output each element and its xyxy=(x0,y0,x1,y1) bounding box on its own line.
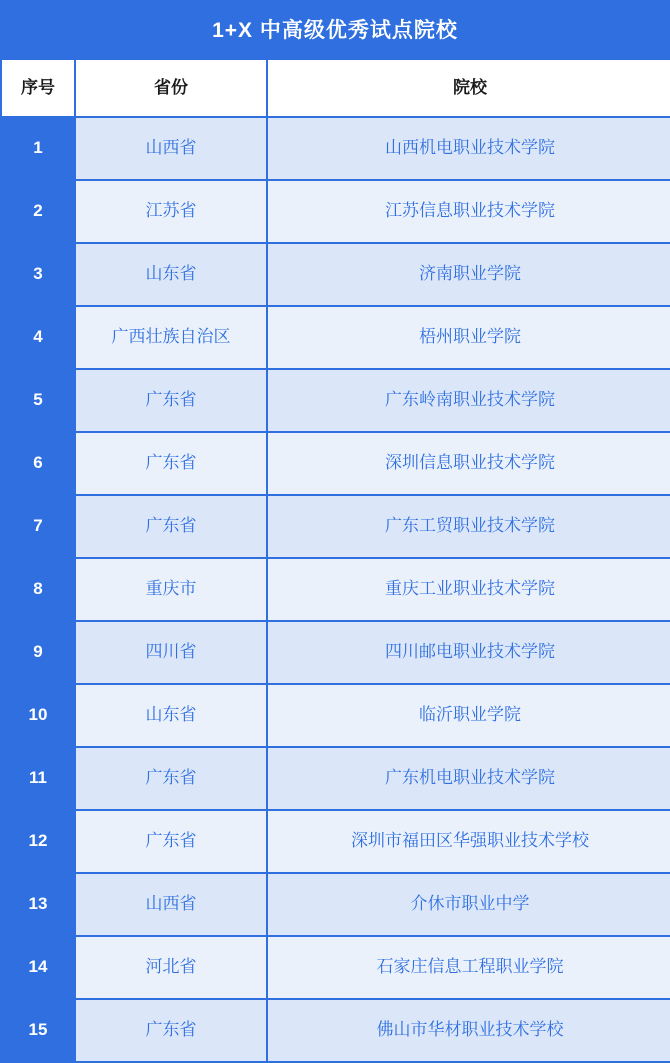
table-row xyxy=(2,748,670,809)
row-index: 1 xyxy=(2,118,74,179)
row-index: 9 xyxy=(2,622,74,683)
table-row xyxy=(2,1000,670,1061)
table-row xyxy=(2,937,670,998)
table-row xyxy=(2,244,670,305)
row-province: 江苏省 xyxy=(76,181,266,242)
row-index: 8 xyxy=(2,559,74,620)
table-row xyxy=(2,685,670,746)
row-province: 广东省 xyxy=(76,811,266,872)
row-index: 10 xyxy=(2,685,74,746)
column-header-province: 省份 xyxy=(76,60,266,116)
row-school: 广东工贸职业技术学院 xyxy=(268,496,670,557)
table-row xyxy=(2,307,670,368)
table-row xyxy=(2,559,670,620)
table-row xyxy=(2,811,670,872)
table-body xyxy=(2,60,670,1061)
row-province: 广东省 xyxy=(76,1000,266,1061)
row-index: 12 xyxy=(2,811,74,872)
table-row xyxy=(2,622,670,683)
row-province: 广西壮族自治区 xyxy=(76,307,266,368)
row-index: 7 xyxy=(2,496,74,557)
row-province: 山西省 xyxy=(76,874,266,935)
row-school: 深圳市福田区华强职业技术学校 xyxy=(268,811,670,872)
row-province: 重庆市 xyxy=(76,559,266,620)
row-school: 介休市职业中学 xyxy=(268,874,670,935)
row-province: 四川省 xyxy=(76,622,266,683)
row-school: 江苏信息职业技术学院 xyxy=(268,181,670,242)
row-index: 4 xyxy=(2,307,74,368)
row-school: 广东岭南职业技术学院 xyxy=(268,370,670,431)
row-index: 5 xyxy=(2,370,74,431)
row-province: 广东省 xyxy=(76,433,266,494)
row-school: 临沂职业学院 xyxy=(268,685,670,746)
row-province: 山西省 xyxy=(76,118,266,179)
row-school: 济南职业学院 xyxy=(268,244,670,305)
row-school: 广东机电职业技术学院 xyxy=(268,748,670,809)
row-index: 15 xyxy=(2,1000,74,1061)
row-index: 3 xyxy=(2,244,74,305)
table-header-row xyxy=(2,60,670,116)
row-school: 深圳信息职业技术学院 xyxy=(268,433,670,494)
row-province: 山东省 xyxy=(76,244,266,305)
row-index: 6 xyxy=(2,433,74,494)
row-school: 石家庄信息工程职业学院 xyxy=(268,937,670,998)
row-school: 山西机电职业技术学院 xyxy=(268,118,670,179)
column-header-index: 序号 xyxy=(2,60,74,116)
row-province: 广东省 xyxy=(76,748,266,809)
row-school: 梧州职业学院 xyxy=(268,307,670,368)
table-row xyxy=(2,496,670,557)
table-row xyxy=(2,874,670,935)
row-index: 13 xyxy=(2,874,74,935)
column-header-school: 院校 xyxy=(268,60,670,116)
row-index: 11 xyxy=(2,748,74,809)
table-row xyxy=(2,370,670,431)
row-index: 14 xyxy=(2,937,74,998)
table-row xyxy=(2,181,670,242)
row-school: 重庆工业职业技术学院 xyxy=(268,559,670,620)
row-school: 佛山市华材职业技术学校 xyxy=(268,1000,670,1061)
page-title: 1+X 中高级优秀试点院校 xyxy=(0,0,670,58)
row-school: 四川邮电职业技术学院 xyxy=(268,622,670,683)
row-province: 山东省 xyxy=(76,685,266,746)
row-province: 广东省 xyxy=(76,496,266,557)
row-province: 河北省 xyxy=(76,937,266,998)
row-index: 2 xyxy=(2,181,74,242)
table-row xyxy=(2,118,670,179)
row-province: 广东省 xyxy=(76,370,266,431)
pilot-schools-table xyxy=(0,58,670,1063)
table-row xyxy=(2,433,670,494)
